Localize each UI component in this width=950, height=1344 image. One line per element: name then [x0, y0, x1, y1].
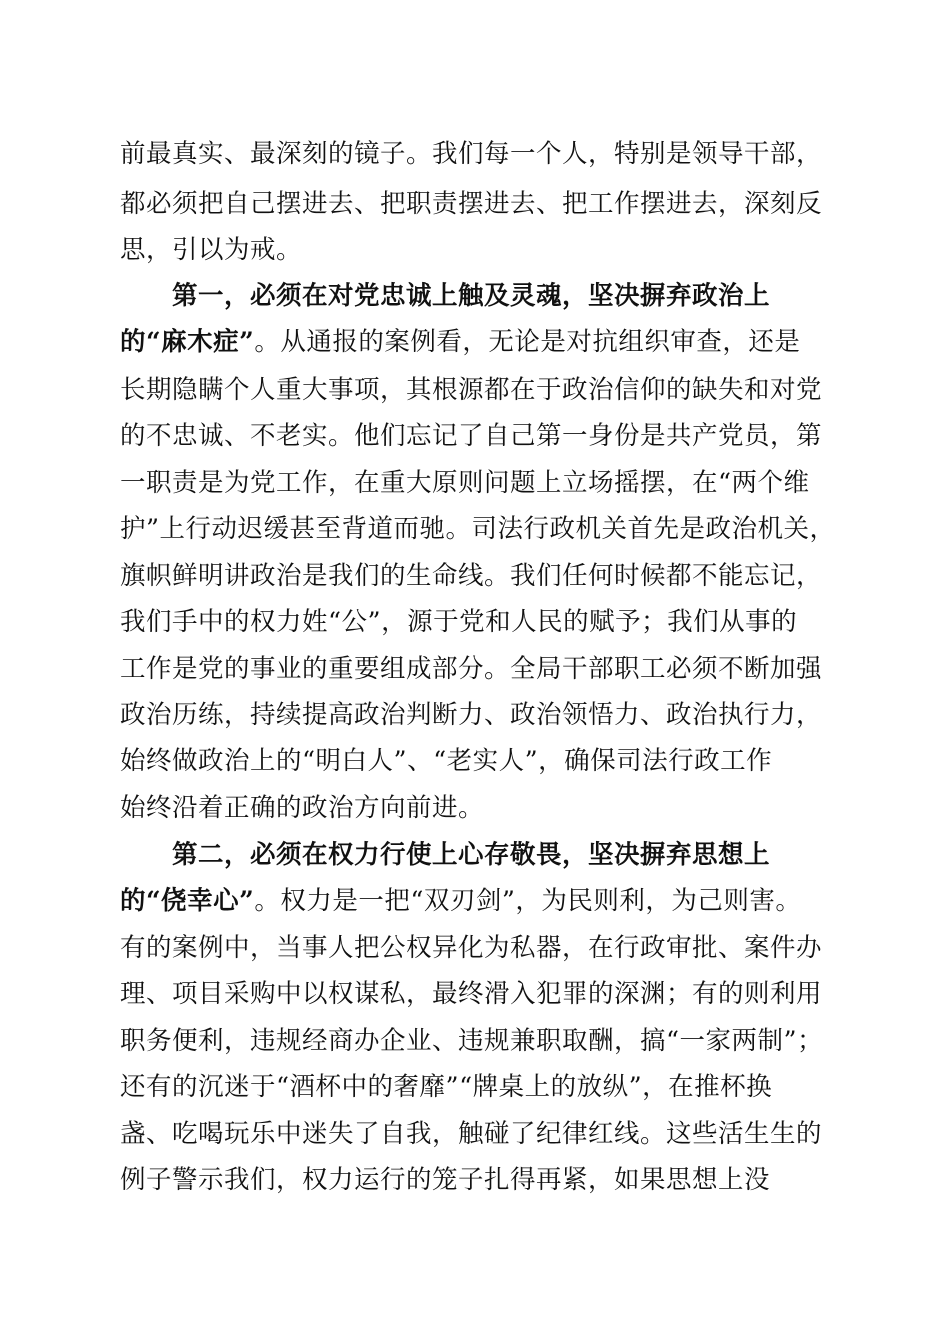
- body-text-line: 护”上行动迟缓甚至背道而驰。司法行政机关首先是政治机关，: [120, 514, 836, 544]
- heading-continuation: 的“侥幸心”: [120, 886, 255, 916]
- body-text-line: [120, 322, 832, 362]
- body-text-line: 的不忠诚、不老实。他们忘记了自己第一身份是共产党员，第: [120, 421, 823, 451]
- body-text-line: 盏、吃喝玩乐中迷失了自我，触碰了纪律红线。这些活生生的: [120, 1119, 823, 1149]
- section-heading-second: 第二，必须在权力行使上心存敬畏，坚决摒弃思想上: [172, 840, 771, 870]
- body-text-line: 长期隐瞒个人重大事项，其根源都在于政治信仰的缺失和对党: [120, 375, 823, 405]
- body-text-run: 。从通报的案例看，无论是对抗组织审查，还是: [254, 327, 801, 357]
- heading-continuation: 的“麻木症”: [120, 327, 255, 357]
- body-text-line: 职务便利，违规经商办企业、违规兼职取酬，搞“一家两制”；: [120, 1026, 824, 1056]
- body-text-line: [120, 881, 832, 921]
- body-text-line: 始终做政治上的“明白人”、“老实人”，确保司法行政工作: [120, 746, 773, 776]
- body-text-run: 。权力是一把“双刃剑”，为民则利，为己则害。: [254, 886, 802, 916]
- body-text-line: 我们手中的权力姓“公”，源于党和人民的赋予；我们从事的: [120, 607, 798, 637]
- body-text-line: 政治历练，持续提高政治判断力、政治领悟力、政治执行力，: [120, 700, 823, 730]
- body-text-line: 前最真实、最深刻的镜子。我们每一个人，特别是领导干部，: [120, 139, 823, 169]
- body-text-line: 思，引以为戒。: [120, 235, 303, 265]
- body-text-line: 始终沿着正确的政治方向前进。: [120, 793, 485, 823]
- body-text-line: 一职责是为党工作，在重大原则问题上立场摇摆，在“两个维: [120, 468, 810, 498]
- body-text-line: 都必须把自己摆进去、把职责摆进去、把工作摆进去，深刻反: [120, 189, 823, 219]
- section-heading-first: 第一，必须在对党忠诚上触及灵魂，坚决摒弃政治上: [172, 281, 771, 311]
- body-text-line: 工作是党的事业的重要组成部分。全局干部职工必须不断加强: [120, 654, 823, 684]
- body-text-line: 还有的沉迷于“酒杯中的奢靡”“牌桌上的放纵”，在推杯换: [120, 1072, 773, 1102]
- body-text-line: 有的案例中，当事人把公权异化为私器，在行政审批、案件办: [120, 933, 823, 963]
- body-text-line: 旗帜鲜明讲政治是我们的生命线。我们任何时候都不能忘记，: [120, 561, 823, 591]
- body-text-line: 例子警示我们，权力运行的笼子扎得再紧，如果思想上没: [120, 1165, 771, 1195]
- body-text-line: 理、项目采购中以权谋私，最终滑入犯罪的深渊；有的则利用: [120, 979, 823, 1009]
